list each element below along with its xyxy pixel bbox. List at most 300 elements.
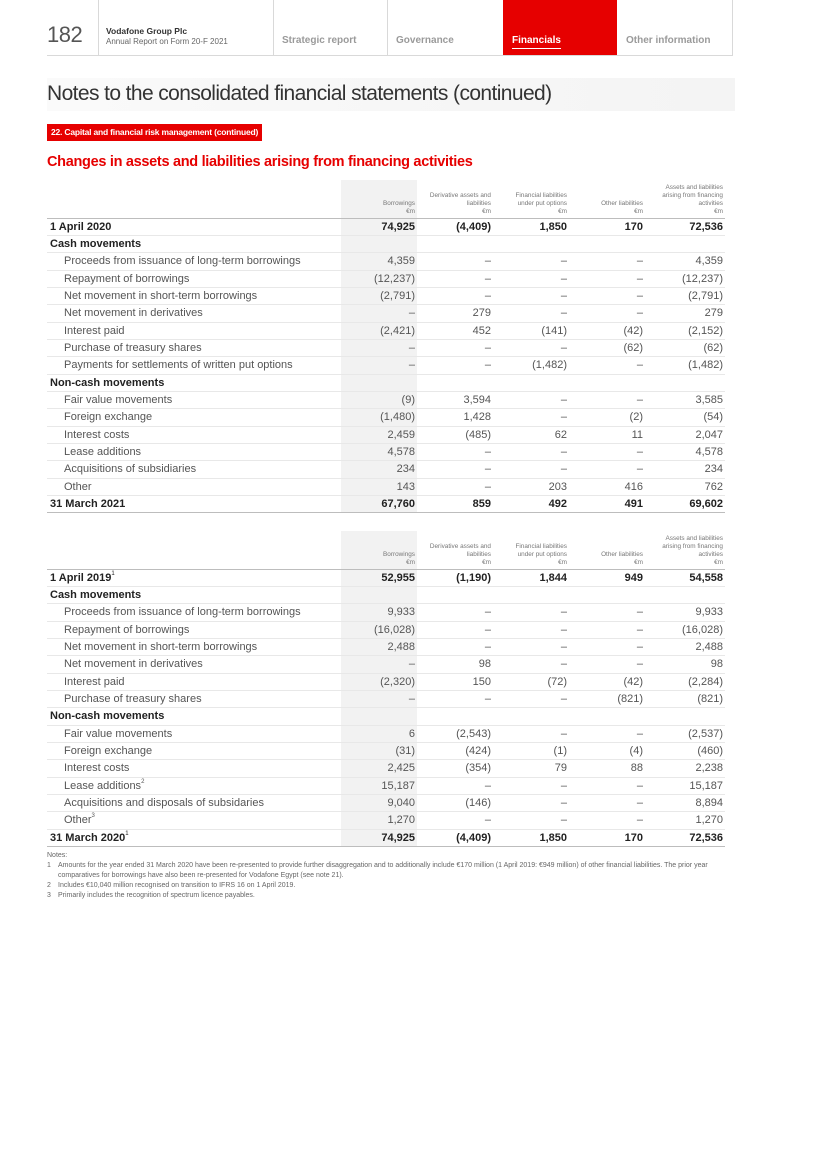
table-cell xyxy=(341,374,417,391)
table-cell: – xyxy=(569,777,645,794)
table-cell: – xyxy=(493,461,569,478)
table-row xyxy=(47,235,725,252)
table-row xyxy=(47,794,725,811)
table-cell: (2,152) xyxy=(645,322,725,339)
table-cell: 1,270 xyxy=(341,812,417,829)
table-cell: – xyxy=(493,725,569,742)
column-header-text: liabilities xyxy=(466,200,491,208)
column-header xyxy=(417,531,493,569)
column-header-text: Derivative assets and xyxy=(429,191,491,199)
table-cell: 9,040 xyxy=(341,794,417,811)
table-cell: 150 xyxy=(417,673,493,690)
row-label-text: 31 March 2020 xyxy=(50,831,126,844)
column-header-text xyxy=(417,184,491,192)
table-cell: 170 xyxy=(569,218,645,235)
table-cell: (12,237) xyxy=(645,270,725,287)
table-cell: – xyxy=(493,604,569,621)
row-label xyxy=(47,339,341,356)
header-spacer xyxy=(47,531,341,569)
table-row xyxy=(47,760,725,777)
column-header-text: arising from financing xyxy=(662,542,723,550)
column-header xyxy=(493,180,569,218)
table-cell: 54,558 xyxy=(645,569,725,586)
row-label xyxy=(47,443,341,460)
table-cell: (1,482) xyxy=(645,357,725,374)
table-cell: 6 xyxy=(341,725,417,742)
table-cell: – xyxy=(569,443,645,460)
row-label xyxy=(47,305,341,322)
table-cell: 492 xyxy=(493,496,569,513)
table-cell: – xyxy=(493,690,569,707)
table-row xyxy=(47,708,725,725)
table-cell: (2,421) xyxy=(341,322,417,339)
table-cell: 69,602 xyxy=(645,496,725,513)
table-cell: 15,187 xyxy=(341,777,417,794)
table-cell xyxy=(493,374,569,391)
table-cell: – xyxy=(493,656,569,673)
page-number: 182 xyxy=(47,22,83,47)
column-header xyxy=(341,531,417,569)
column-header-text: Financial liabilities xyxy=(515,542,567,550)
footnote-item xyxy=(47,881,727,891)
table-cell: 4,578 xyxy=(341,443,417,460)
table-cell: – xyxy=(417,253,493,270)
table-cell: 52,955 xyxy=(341,569,417,586)
row-label-text: Repayment of borrowings xyxy=(64,623,190,636)
row-label xyxy=(47,391,341,408)
table-cell: (1,482) xyxy=(493,357,569,374)
table-cell: (2,320) xyxy=(341,673,417,690)
table-cell: (12,237) xyxy=(341,270,417,287)
table-cell: (354) xyxy=(417,760,493,777)
column-header-text xyxy=(569,184,643,192)
column-header xyxy=(569,180,645,218)
table-cell: (42) xyxy=(569,322,645,339)
column-header-text: €m xyxy=(634,208,643,216)
footnote-item xyxy=(47,861,727,881)
table-cell: (2,537) xyxy=(645,725,725,742)
table-cell xyxy=(341,708,417,725)
table-cell: – xyxy=(569,621,645,638)
table-cell: – xyxy=(417,638,493,655)
table-cell: 9,933 xyxy=(645,604,725,621)
column-header-text xyxy=(569,543,643,551)
table-cell: – xyxy=(569,812,645,829)
column-header-text xyxy=(493,184,567,192)
table-cell: – xyxy=(493,305,569,322)
row-label-text: Lease additions xyxy=(64,446,142,459)
table-cell: – xyxy=(569,253,645,270)
table-cell xyxy=(417,235,493,252)
table-cell: – xyxy=(493,443,569,460)
row-label xyxy=(47,374,341,391)
row-label-text: Other xyxy=(64,814,92,827)
tab-financials[interactable]: Financials xyxy=(503,0,617,55)
table-cell: – xyxy=(493,287,569,304)
table-cell: (2) xyxy=(569,409,645,426)
row-label-text: Fair value movements xyxy=(64,394,173,407)
row-label-text: Proceeds from issuance of long-term borrowings xyxy=(64,606,301,619)
table-cell: (4,409) xyxy=(417,218,493,235)
table-cell: (62) xyxy=(645,339,725,356)
row-label-text: Net movement in short-term borrowings xyxy=(64,641,258,654)
table-cell: – xyxy=(493,812,569,829)
table-cell: – xyxy=(569,794,645,811)
table-cell: 4,578 xyxy=(645,443,725,460)
column-header-text xyxy=(341,543,415,551)
table-row xyxy=(47,621,725,638)
column-header-text: Assets and liabilities xyxy=(665,534,723,542)
table-cell: 2,238 xyxy=(645,760,725,777)
footnote-text: Amounts for the year ended 31 March 2020 have been re-presented to provide further disaggregation and to additionally include €170 million (1 April 2019: €949 million) of other financial liabilities. The prior year comparatives for borrowings have also been re-presented for Vodafone Egypt (see note 21). xyxy=(58,862,708,879)
table-cell: – xyxy=(569,270,645,287)
table-cell: – xyxy=(417,777,493,794)
table-cell xyxy=(569,708,645,725)
table-cell: 416 xyxy=(569,478,645,495)
table-cell: (821) xyxy=(645,690,725,707)
table-cell: (2,543) xyxy=(417,725,493,742)
table-cell: 2,047 xyxy=(645,426,725,443)
table-cell: (62) xyxy=(569,339,645,356)
table-row xyxy=(47,409,725,426)
footnote-ref: 1 xyxy=(111,570,115,577)
table-cell xyxy=(645,374,725,391)
table-row xyxy=(47,496,725,513)
table-row xyxy=(47,656,725,673)
table-cell: – xyxy=(417,812,493,829)
row-label xyxy=(47,322,341,339)
column-header-text: €m xyxy=(634,559,643,567)
table-cell xyxy=(569,235,645,252)
column-header-text: Derivative assets and xyxy=(429,542,491,550)
tab-governance[interactable]: Governance xyxy=(396,35,454,46)
column-header-row xyxy=(47,180,725,218)
footnotes xyxy=(47,851,727,901)
column-header-text: €m xyxy=(558,559,567,567)
table-cell: – xyxy=(569,725,645,742)
column-header-text: under put options xyxy=(517,200,567,208)
table-cell: – xyxy=(569,638,645,655)
table-cell: – xyxy=(493,794,569,811)
table-cell: (2,284) xyxy=(645,673,725,690)
table-cell: (1) xyxy=(493,742,569,759)
table-cell: 8,894 xyxy=(645,794,725,811)
table-row xyxy=(47,604,725,621)
row-label xyxy=(47,253,341,270)
row-label-text: Net movement in derivatives xyxy=(64,658,203,671)
table-cell: 234 xyxy=(645,461,725,478)
table-cell: 234 xyxy=(341,461,417,478)
table-cell: – xyxy=(569,604,645,621)
header-divider xyxy=(732,0,733,55)
table-cell: (1,480) xyxy=(341,409,417,426)
row-label-text: Net movement in derivatives xyxy=(64,307,203,320)
table-cell: 170 xyxy=(569,829,645,846)
row-label xyxy=(47,235,341,252)
table-cell: – xyxy=(341,357,417,374)
report-name: Annual Report on Form 20-F 2021 xyxy=(106,37,228,46)
table-cell: (16,028) xyxy=(645,621,725,638)
footnote-ref: 1 xyxy=(125,830,129,837)
table-cell: 4,359 xyxy=(645,253,725,270)
table-cell: (54) xyxy=(645,409,725,426)
table-cell: 2,425 xyxy=(341,760,417,777)
column-header-text: activities xyxy=(698,200,723,208)
table-row xyxy=(47,322,725,339)
table-cell xyxy=(493,708,569,725)
column-header-text: arising from financing xyxy=(662,191,723,199)
row-label xyxy=(47,569,341,586)
row-label xyxy=(47,496,341,513)
row-label-text: Acquisitions and disposals of subsidaries xyxy=(64,797,264,810)
table-row xyxy=(47,357,725,374)
row-label xyxy=(47,604,341,621)
column-header xyxy=(645,180,725,218)
column-header-text: €m xyxy=(714,559,723,567)
row-label-text: Net movement in short-term borrowings xyxy=(64,290,258,303)
table-cell: (485) xyxy=(417,426,493,443)
table-cell: – xyxy=(493,621,569,638)
column-header-row xyxy=(47,531,725,569)
table-cell: 2,459 xyxy=(341,426,417,443)
header-divider xyxy=(98,0,99,55)
tab-strategic-report[interactable]: Strategic report xyxy=(282,35,357,46)
table-cell: – xyxy=(569,461,645,478)
table-cell xyxy=(341,586,417,603)
column-header-text: €m xyxy=(558,208,567,216)
table-cell: (42) xyxy=(569,673,645,690)
row-label-text: Other xyxy=(64,480,92,493)
column-header-text: €m xyxy=(482,559,491,567)
table-row xyxy=(47,812,725,829)
column-header xyxy=(417,180,493,218)
table-row xyxy=(47,287,725,304)
column-header-text xyxy=(417,535,491,543)
table-cell: 3,594 xyxy=(417,391,493,408)
table-row xyxy=(47,339,725,356)
table-cell: 1,850 xyxy=(493,218,569,235)
table-cell: – xyxy=(569,357,645,374)
column-header-text: Other liabilities xyxy=(601,551,643,559)
table-cell: – xyxy=(493,638,569,655)
row-label xyxy=(47,777,341,794)
row-label-text: 1 April 2020 xyxy=(50,220,112,233)
financing-table-2020 xyxy=(47,531,725,847)
row-label xyxy=(47,812,341,829)
column-header xyxy=(341,180,417,218)
row-label-text: 31 March 2021 xyxy=(50,498,126,511)
column-header-text xyxy=(341,192,415,200)
table-cell: (1,190) xyxy=(417,569,493,586)
table-cell: – xyxy=(493,391,569,408)
table-cell: – xyxy=(417,478,493,495)
row-label xyxy=(47,218,341,235)
footnote-ref: 3 xyxy=(91,813,95,820)
section-subtitle: Changes in assets and liabilities arising from financing activities xyxy=(47,154,473,170)
row-label xyxy=(47,409,341,426)
table-cell: 74,925 xyxy=(341,829,417,846)
table-row xyxy=(47,478,725,495)
table-cell: 1,428 xyxy=(417,409,493,426)
row-label-text: 1 April 2019 xyxy=(50,571,112,584)
row-label-text: Payments for settlements of written put options xyxy=(64,359,293,372)
financing-table-2021 xyxy=(47,180,725,513)
row-label xyxy=(47,357,341,374)
footnote-item xyxy=(47,891,727,901)
table-cell: – xyxy=(493,270,569,287)
table-cell: 3,585 xyxy=(645,391,725,408)
row-label-text: Interest costs xyxy=(64,762,130,775)
row-label xyxy=(47,742,341,759)
footnote-text: Includes €10,040 million recognised on transition to IFRS 16 on 1 April 2019. xyxy=(58,882,296,889)
table-cell xyxy=(569,586,645,603)
table-cell: 203 xyxy=(493,478,569,495)
table-cell: (821) xyxy=(569,690,645,707)
table-row xyxy=(47,829,725,846)
footnote-number: 2 xyxy=(47,882,51,889)
table-cell xyxy=(493,235,569,252)
column-header-text: Borrowings xyxy=(383,551,415,559)
column-header-text: Other liabilities xyxy=(601,200,643,208)
column-header-text: €m xyxy=(406,208,415,216)
table-cell xyxy=(493,586,569,603)
row-label xyxy=(47,621,341,638)
row-label xyxy=(47,638,341,655)
column-header-text: Borrowings xyxy=(383,200,415,208)
row-label-text: Purchase of treasury shares xyxy=(64,342,202,355)
page-header xyxy=(47,0,733,56)
table-cell: – xyxy=(417,339,493,356)
table-cell: 1,850 xyxy=(493,829,569,846)
row-label-text: Acquisitions of subsidiaries xyxy=(64,463,197,476)
company-name: Vodafone Group Plc xyxy=(106,26,188,36)
column-header xyxy=(493,531,569,569)
table-cell: – xyxy=(417,621,493,638)
table-row xyxy=(47,218,725,235)
column-header-text: under put options xyxy=(517,551,567,559)
table-cell xyxy=(645,708,725,725)
row-label-text: Proceeds from issuance of long-term borrowings xyxy=(64,255,301,268)
row-label-text: Purchase of treasury shares xyxy=(64,693,202,706)
table-cell xyxy=(417,374,493,391)
row-label-text: Repayment of borrowings xyxy=(64,272,190,285)
column-header xyxy=(645,531,725,569)
row-label-text: Non-cash movements xyxy=(50,376,165,389)
table-row xyxy=(47,777,725,794)
row-label xyxy=(47,725,341,742)
row-label-text: Non-cash movements xyxy=(50,710,165,723)
table-cell: – xyxy=(417,357,493,374)
table-cell: 452 xyxy=(417,322,493,339)
column-header xyxy=(569,531,645,569)
column-header-text xyxy=(569,192,643,200)
table-cell: 72,536 xyxy=(645,218,725,235)
table-row xyxy=(47,586,725,603)
row-label-text: Interest paid xyxy=(64,324,125,337)
table-cell: (16,028) xyxy=(341,621,417,638)
table-row xyxy=(47,638,725,655)
row-label-text: Cash movements xyxy=(50,238,142,251)
table-cell: – xyxy=(569,287,645,304)
table-cell: (9) xyxy=(341,391,417,408)
table-cell: 762 xyxy=(645,478,725,495)
row-label-text: Foreign exchange xyxy=(64,745,153,758)
column-header-text: €m xyxy=(406,559,415,567)
table-cell: 2,488 xyxy=(645,638,725,655)
table-row xyxy=(47,270,725,287)
row-label xyxy=(47,690,341,707)
table-cell: (141) xyxy=(493,322,569,339)
row-label-text: Fair value movements xyxy=(64,727,173,740)
table-cell: (72) xyxy=(493,673,569,690)
table-cell: 143 xyxy=(341,478,417,495)
table-cell: 279 xyxy=(645,305,725,322)
row-label xyxy=(47,794,341,811)
table-cell: 98 xyxy=(645,656,725,673)
row-label xyxy=(47,708,341,725)
table-cell: (2,791) xyxy=(645,287,725,304)
table-cell: 279 xyxy=(417,305,493,322)
table-cell xyxy=(417,586,493,603)
table-cell: (460) xyxy=(645,742,725,759)
table-cell: – xyxy=(341,656,417,673)
table-cell: 949 xyxy=(569,569,645,586)
table-cell xyxy=(645,235,725,252)
table-cell xyxy=(645,586,725,603)
header-spacer xyxy=(47,180,341,218)
tab-other-information[interactable]: Other information xyxy=(626,35,711,46)
table-cell: 67,760 xyxy=(341,496,417,513)
table-cell: 79 xyxy=(493,760,569,777)
table-cell: – xyxy=(417,604,493,621)
table-cell: – xyxy=(569,656,645,673)
table-cell: (4,409) xyxy=(417,829,493,846)
table-cell: 2,488 xyxy=(341,638,417,655)
table-row xyxy=(47,673,725,690)
table-cell: – xyxy=(569,305,645,322)
table-row xyxy=(47,391,725,408)
table-cell: (146) xyxy=(417,794,493,811)
column-header-text: activities xyxy=(698,551,723,559)
table-cell: – xyxy=(493,777,569,794)
table-cell: 859 xyxy=(417,496,493,513)
table-cell: 88 xyxy=(569,760,645,777)
table-cell: 72,536 xyxy=(645,829,725,846)
table-cell: 491 xyxy=(569,496,645,513)
table-cell: 15,187 xyxy=(645,777,725,794)
footnote-ref: 2 xyxy=(141,778,145,785)
table-cell: 74,925 xyxy=(341,218,417,235)
row-label xyxy=(47,287,341,304)
row-label-text: Interest costs xyxy=(64,428,130,441)
row-label xyxy=(47,760,341,777)
row-label xyxy=(47,478,341,495)
table-cell: (424) xyxy=(417,742,493,759)
footnote-text: Primarily includes the recognition of spectrum licence payables. xyxy=(58,892,255,899)
row-label xyxy=(47,673,341,690)
column-header-text xyxy=(341,184,415,192)
section-tag: 22. Capital and financial risk management (continued) xyxy=(47,124,262,141)
table-cell: 4,359 xyxy=(341,253,417,270)
table-cell: – xyxy=(341,305,417,322)
table-cell: (2,791) xyxy=(341,287,417,304)
column-header-text xyxy=(569,535,643,543)
table-row xyxy=(47,374,725,391)
table-cell: – xyxy=(493,409,569,426)
table-row xyxy=(47,742,725,759)
table-cell: 98 xyxy=(417,656,493,673)
column-header-text xyxy=(493,535,567,543)
